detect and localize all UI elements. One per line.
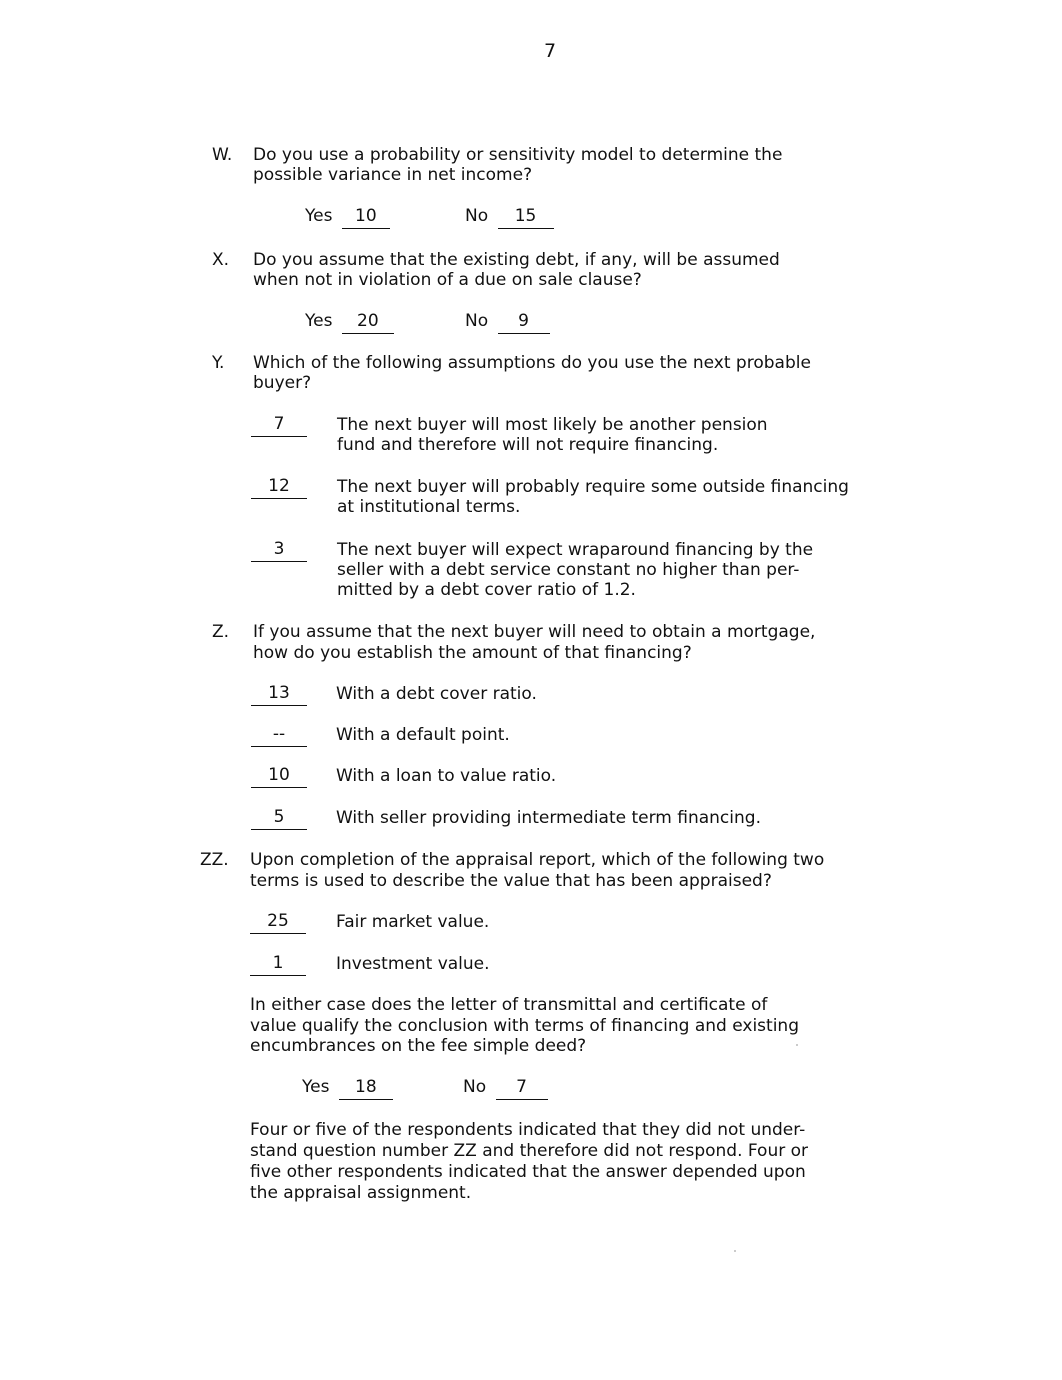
- option-text-line: seller with a debt service constant no higher than per-: [337, 560, 800, 580]
- question-text-line: Do you assume that the existing debt, if any, will be assumed: [253, 250, 780, 270]
- option-count: 25: [250, 911, 306, 934]
- yes-count: 10: [342, 206, 390, 229]
- no-answer: [465, 206, 554, 229]
- yes-label: Yes: [302, 1077, 330, 1097]
- no-count: 7: [496, 1077, 548, 1100]
- question-letter: Y.: [212, 353, 225, 373]
- question-text-line: possible variance in net income?: [253, 165, 533, 185]
- yes-answer: [305, 206, 390, 229]
- yes-label: Yes: [305, 206, 333, 226]
- option-text-line: at institutional terms.: [337, 497, 521, 517]
- scan-speck: [796, 1044, 798, 1046]
- yes-answer: [305, 311, 394, 334]
- no-label: No: [465, 206, 489, 226]
- note-line: Four or five of the respondents indicated that they did not under-: [250, 1120, 806, 1140]
- question-letter: Z.: [212, 622, 230, 642]
- option-text-line: The next buyer will probably require some outside financing: [337, 477, 849, 497]
- option-count: --: [251, 724, 307, 747]
- no-count: 9: [498, 311, 550, 334]
- option-count: 3: [251, 539, 307, 562]
- question-text-line: when not in violation of a due on sale clause?: [253, 270, 642, 290]
- question-text-line: Which of the following assumptions do you use the next probable: [253, 353, 811, 373]
- yes-answer: [302, 1077, 393, 1100]
- scan-speck: [734, 1250, 736, 1252]
- followup-text-line: value qualify the conclusion with terms of financing and existing: [250, 1016, 799, 1036]
- option-text: With a loan to value ratio.: [336, 766, 557, 786]
- question-text-line: If you assume that the next buyer will need to obtain a mortgage,: [253, 622, 816, 642]
- question-text-line: Do you use a probability or sensitivity model to determine the: [253, 145, 783, 165]
- note-line: five other respondents indicated that the answer depended upon: [250, 1162, 806, 1182]
- question-letter: X.: [212, 250, 230, 270]
- question-text-line: how do you establish the amount of that financing?: [253, 643, 692, 663]
- note-line: the appraisal assignment.: [250, 1183, 472, 1203]
- option-text: With a debt cover ratio.: [336, 684, 537, 704]
- option-count: 10: [251, 765, 307, 788]
- question-text-line: buyer?: [253, 373, 312, 393]
- option-text-line: fund and therefore will not require financing.: [337, 435, 719, 455]
- no-label: No: [465, 311, 489, 331]
- option-text: With seller providing intermediate term financing.: [336, 808, 761, 828]
- option-text-line: The next buyer will most likely be another pension: [337, 415, 768, 435]
- question-letter: W.: [212, 145, 233, 165]
- yes-count: 18: [339, 1077, 393, 1100]
- option-text: With a default point.: [336, 725, 510, 745]
- question-text-line: terms is used to describe the value that has been appraised?: [250, 871, 772, 891]
- option-count: 1: [250, 953, 306, 976]
- question-letter: ZZ.: [200, 850, 229, 870]
- option-text: Fair market value.: [336, 912, 490, 932]
- option-count: 13: [251, 683, 307, 706]
- yes-label: Yes: [305, 311, 333, 331]
- option-text-line: The next buyer will expect wraparound financing by the: [337, 540, 814, 560]
- option-count: 12: [251, 476, 307, 499]
- yes-count: 20: [342, 311, 394, 334]
- option-count: 5: [251, 807, 307, 830]
- page-number: 7: [544, 40, 557, 62]
- no-answer: [465, 311, 550, 334]
- option-text: Investment value.: [336, 954, 490, 974]
- no-label: No: [463, 1077, 487, 1097]
- no-count: 15: [498, 206, 554, 229]
- option-count: 7: [251, 414, 307, 437]
- note-line: stand question number ZZ and therefore did not respond. Four or: [250, 1141, 809, 1161]
- followup-text-line: encumbrances on the fee simple deed?: [250, 1036, 587, 1056]
- question-text-line: Upon completion of the appraisal report, which of the following two: [250, 850, 825, 870]
- followup-text-line: In either case does the letter of transmittal and certificate of: [250, 995, 768, 1015]
- option-text-line: mitted by a debt cover ratio of 1.2.: [337, 580, 636, 600]
- no-answer: [463, 1077, 548, 1100]
